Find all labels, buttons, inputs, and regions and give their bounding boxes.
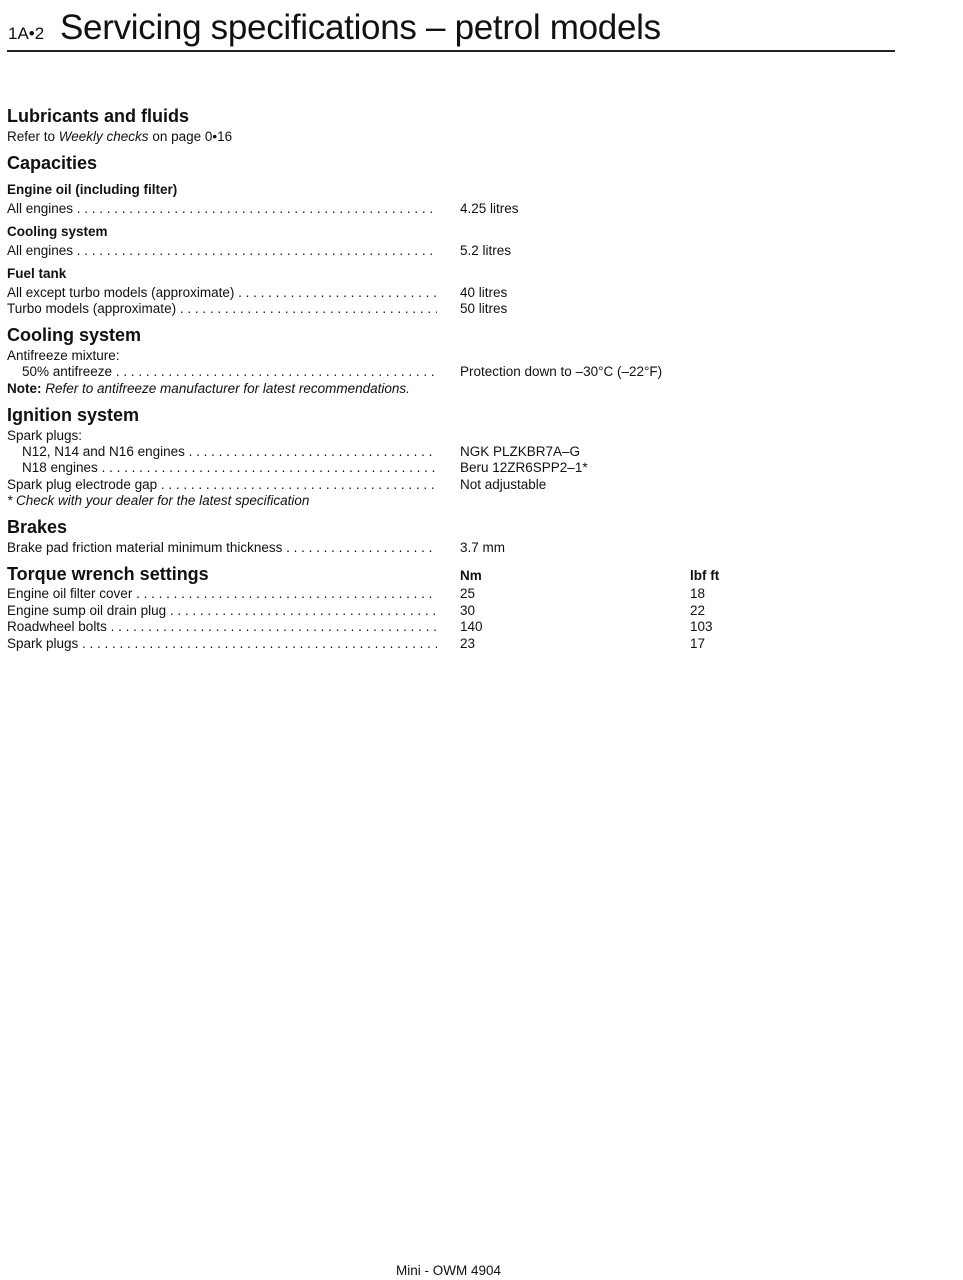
page-footer: Mini - OWM 4904 [396, 1263, 502, 1278]
torque-lbf: 17 [690, 636, 706, 651]
torque-lbf: 18 [690, 586, 706, 601]
row-label: Turbo models (approximate) . . . [7, 301, 437, 316]
torque-row-label: Engine oil filter cover . . . [7, 586, 437, 601]
page-number: 1A•2 [8, 24, 45, 43]
subheading-engine-oil: Engine oil (including filter) [7, 182, 178, 197]
row-value: NGK PLZKBR7A–G [460, 444, 581, 459]
row-value: 40 litres [460, 285, 508, 300]
antifreeze-note [7, 381, 410, 396]
row-label: 50% antifreeze . . . [22, 364, 437, 379]
subheading-cooling: Cooling system [7, 224, 108, 239]
row-label: N18 engines . . . [22, 460, 437, 475]
torque-lbf: 103 [690, 619, 713, 634]
row-value: 4.25 litres [460, 201, 519, 216]
ref-suffix: on page 0•16 [148, 129, 233, 144]
row-label: Brake pad friction material minimum thickness . . . [7, 540, 437, 555]
torque-lbf: 22 [690, 603, 706, 618]
torque-nm: 23 [460, 636, 476, 651]
row-value: 3.7 mm [460, 540, 506, 555]
ref-weekly-checks: Weekly checks [58, 129, 149, 144]
heading-lubricants: Lubricants and fluids [7, 106, 190, 126]
torque-row-label: Roadwheel bolts . . . [7, 619, 437, 634]
row-value: Protection down to –30°C (–22°F) [460, 364, 663, 379]
ignition-footnote: * Check with your dealer for the latest specification [7, 493, 310, 508]
column-header-lbf-ft: lbf ft [690, 568, 720, 583]
note-text: Refer to antifreeze manufacturer for latest recommendations. [41, 381, 410, 396]
row-value: 50 litres [460, 301, 508, 316]
row-label: N12, N14 and N16 engines . . . [22, 444, 437, 459]
ref-prefix: Refer to [7, 129, 59, 144]
torque-nm: 25 [460, 586, 476, 601]
spark-plugs-label: Spark plugs: [7, 428, 83, 443]
row-value: Beru 12ZR6SPP2–1* [460, 460, 588, 475]
subheading-fuel-tank: Fuel tank [7, 266, 67, 281]
row-value: 5.2 litres [460, 243, 512, 258]
antifreeze-label: Antifreeze mixture: [7, 348, 120, 363]
torque-row-label: Spark plugs . . . [7, 636, 437, 651]
row-label: Spark plug electrode gap . . . [7, 477, 437, 492]
note-label: Note: [7, 381, 42, 396]
heading-brakes: Brakes [7, 517, 68, 537]
column-header-nm: Nm [460, 568, 482, 583]
torque-row-label: Engine sump oil drain plug . . . [7, 603, 437, 618]
row-label: All except turbo models (approximate) . . . [7, 285, 437, 300]
torque-nm: 30 [460, 603, 476, 618]
heading-torque: Torque wrench settings [7, 564, 209, 584]
heading-ignition: Ignition system [7, 405, 140, 425]
row-label: All engines . . . [7, 243, 437, 258]
page-header [7, 6, 895, 52]
row-value: Not adjustable [460, 477, 547, 492]
heading-cooling-system: Cooling system [7, 325, 142, 345]
torque-nm: 140 [460, 619, 483, 634]
lubricants-reference [7, 129, 232, 144]
heading-capacities: Capacities [7, 153, 98, 173]
page-title: Servicing specifications – petrol models [60, 8, 661, 47]
row-label: All engines . . . [7, 201, 437, 216]
